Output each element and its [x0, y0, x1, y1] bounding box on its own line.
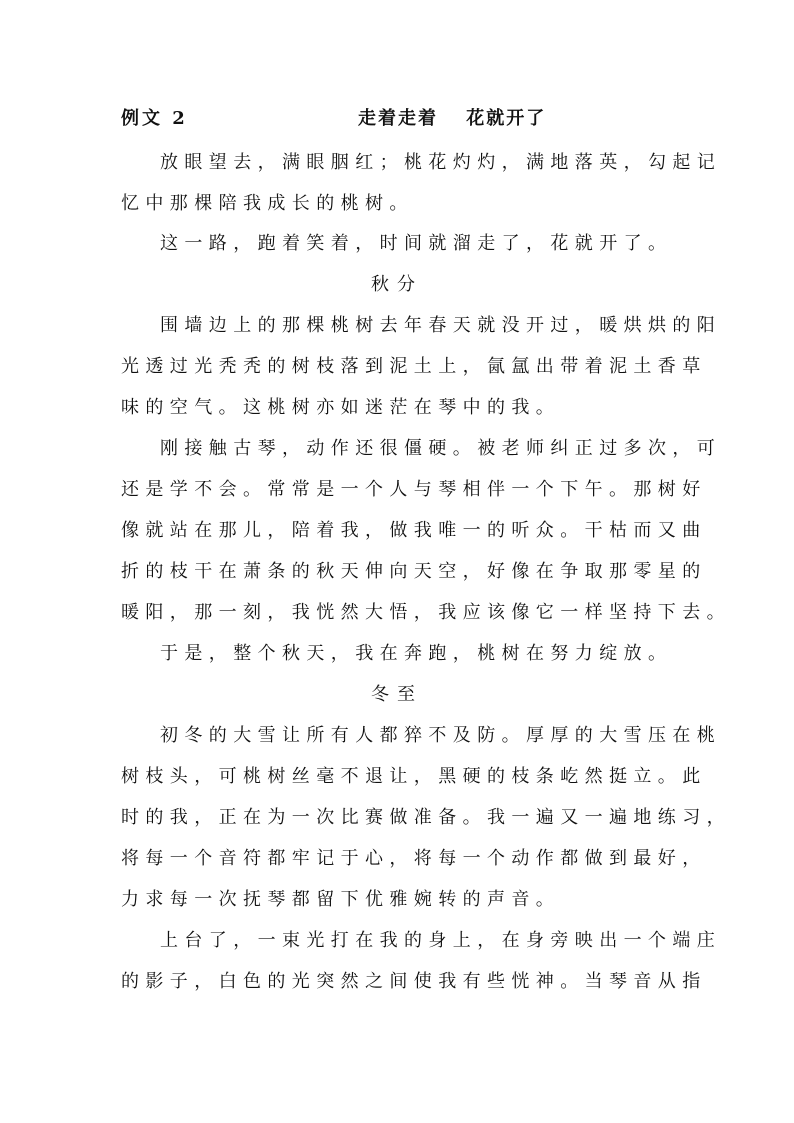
paragraph-line: 围墙边上的那棵桃树去年春天就没开过，暖烘烘的阳 — [160, 315, 722, 336]
paragraph-line: 力求每一次抚琴都留下优雅婉转的声音。 — [121, 889, 561, 910]
paragraph-line: 放眼望去，满眼胭红；桃花灼灼，满地落英，勾起记 — [160, 152, 722, 173]
section-heading-winter: 冬至 — [371, 684, 423, 705]
paragraph-line: 树枝头，可桃树丝毫不退让，黑硬的枝条屹然挺立。此 — [121, 766, 707, 787]
paragraph-line: 忆中那棵陪我成长的桃树。 — [121, 193, 414, 214]
essay-title: 走着走着 花就开了 — [358, 108, 547, 129]
paragraph-line: 还是学不会。常常是一个人与琴相伴一个下午。那树好 — [121, 479, 707, 500]
essay-header — [121, 104, 681, 134]
paragraph-line: 将每一个音符都牢记于心，将每一个动作都做到最好， — [121, 848, 707, 869]
paragraph-line: 初冬的大雪让所有人都猝不及防。厚厚的大雪压在桃 — [160, 725, 722, 746]
paragraph-line: 时的我，正在为一次比赛做准备。我一遍又一遍地练习， — [121, 807, 731, 828]
paragraph-line: 的影子，白色的光突然之间使我有些恍神。当琴音从指 — [121, 971, 707, 992]
paragraph-line: 暖阳，那一刻，我恍然大悟，我应该像它一样坚持下去。 — [121, 602, 731, 623]
paragraph-line: 于是，整个秋天，我在奔跑，桃树在努力绽放。 — [160, 643, 673, 664]
paragraph-line: 味的空气。这桃树亦如迷茫在琴中的我。 — [121, 397, 561, 418]
paragraph-line: 折的枝干在萧条的秋天伸向天空，好像在争取那零星的 — [121, 561, 707, 582]
section-heading-autumn: 秋分 — [371, 274, 423, 295]
paragraph-line: 刚接触古琴，动作还很僵硬。被老师纠正过多次，可 — [160, 438, 722, 459]
paragraph-line: 上台了，一束光打在我的身上，在身旁映出一个端庄 — [160, 930, 722, 951]
paragraph-line: 光透过光秃秃的树枝落到泥土上，氤氲出带着泥土香草 — [121, 356, 707, 377]
paragraph-line: 这一路，跑着笑着，时间就溜走了，花就开了。 — [160, 233, 673, 254]
paragraph-line: 像就站在那儿，陪着我，做我唯一的听众。干枯而又曲 — [121, 520, 707, 541]
example-label: 例文 2 — [121, 108, 188, 129]
